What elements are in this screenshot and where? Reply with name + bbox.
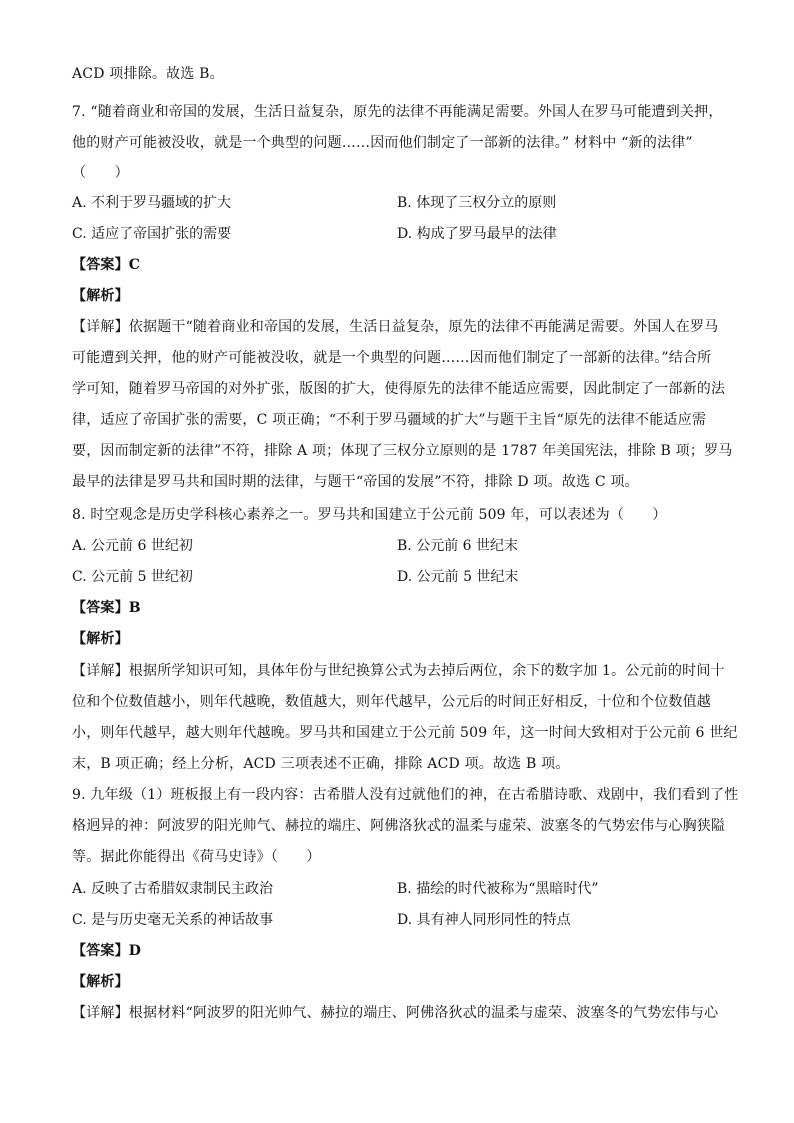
q9-option-c: C. 是与历史毫无关系的神话故事: [72, 912, 274, 928]
text-line: 位和个位数值越小，则年代越晚，数值越大，则年代越早，公元后的时间正好相反，十位和个位数值越: [72, 694, 711, 710]
text-line: ACD 项排除。故选 B。: [72, 66, 224, 82]
question-8-stem: 8. 时空观念是历史学科核心素养之一。罗马共和国建立于公元前 509 年，可以表述为（ ）: [72, 507, 667, 523]
q9-detail: 【详解】根据材料“阿波罗的阳光帅气、赫拉的端庄、阿佛洛狄忒的温柔与虚荣、波塞冬的气势宏伟与心: [72, 1005, 719, 1021]
q7-detail: 【详解】依据题干“随着商业和帝国的发展，生活日益复杂，原先的法律不再能满足需要。外国人在罗马: [72, 319, 719, 335]
q8-option-b: B. 公元前 6 世纪末: [397, 538, 518, 554]
question-7-stem: 7. “随着商业和帝国的发展，生活日益复杂，原先的法律不再能满足需要。外国人在罗马可能遭到关押，: [72, 104, 723, 120]
q8-answer: 【答案】B: [72, 600, 141, 616]
q7-option-c: C. 适应了帝国扩张的需要: [72, 226, 232, 242]
q9-option-a: A. 反映了古希腊奴隶制民主政治: [72, 881, 274, 897]
q8-option-c: C. 公元前 5 世纪初: [72, 569, 193, 585]
text-line: （ ）: [72, 165, 129, 181]
text-line: 他的财产可能被没收，就是一个典型的问题……因而他们制定了一部新的法律。” 材料中 “新的法律”: [72, 135, 693, 151]
q8-analysis-label: 【解析】: [72, 631, 129, 647]
q7-analysis-label: 【解析】: [72, 288, 129, 304]
text-line: 律，适应了帝国扩张的需要，C 项正确；“不利于罗马疆域的扩大”与题干主旨“原先的法律不能适应需: [72, 412, 707, 428]
text-line: 可能遭到关押，他的财产可能被没收，就是一个典型的问题……因而他们制定了一部新的法律。”结合所: [72, 350, 712, 366]
text-line: 要，因而制定新的法律”不符，排除 A 项；体现了三权分立原则的是 1787 年美国宪法，排除 B 项；罗马: [72, 443, 733, 459]
text-line: 格迥异的神：阿波罗的阳光帅气、赫拉的端庄、阿佛洛狄忒的温柔与虚荣、波塞冬的气势宏伟与心胸狭隘: [72, 818, 726, 834]
text-line: 小，则年代越早，越大则年代越晚。罗马共和国建立于公元前 509 年，这一时间大致相对于公元前 6 世纪: [72, 725, 738, 741]
q9-option-d: D. 具有神人同形同性的特点: [397, 912, 571, 928]
text-line: 等。据此你能得出《荷马史诗》（ ）: [72, 849, 321, 865]
q8-detail: 【详解】根据所学知识可知，具体年份与世纪换算公式为去掉后两位，余下的数字加 1。公元前的时间十: [72, 663, 725, 679]
q8-option-d: D. 公元前 5 世纪末: [397, 569, 519, 585]
question-9-stem: 9. 九年级（1）班板报上有一段内容：古希腊人没有过就他们的神，在古希腊诗歌、戏剧中，我们看到了性: [72, 787, 739, 803]
q7-option-d: D. 构成了罗马最早的法律: [397, 226, 557, 242]
q7-option-a: A. 不利于罗马疆域的扩大: [72, 195, 232, 211]
text-line: 学可知，随着罗马帝国的对外扩张，版图的扩大，使得原先的法律不能适应需要，因此制定了一部新的法: [72, 381, 726, 397]
text-line: 最早的法律是罗马共和国时期的法律，与题干“帝国的发展”不符，排除 D 项。故选 C 项。: [72, 474, 639, 490]
q7-answer: 【答案】C: [72, 257, 141, 273]
q7-option-b: B. 体现了三权分立的原则: [397, 195, 557, 211]
q9-analysis-label: 【解析】: [72, 974, 129, 990]
q9-answer: 【答案】D: [72, 943, 142, 959]
q8-option-a: A. 公元前 6 世纪初: [72, 538, 193, 554]
q9-option-b: B. 描绘的时代被称为“黑暗时代”: [397, 881, 599, 897]
text-line: 末，B 项正确；经上分析，ACD 三项表述不正确，排除 ACD 项。故选 B 项。: [72, 756, 570, 772]
